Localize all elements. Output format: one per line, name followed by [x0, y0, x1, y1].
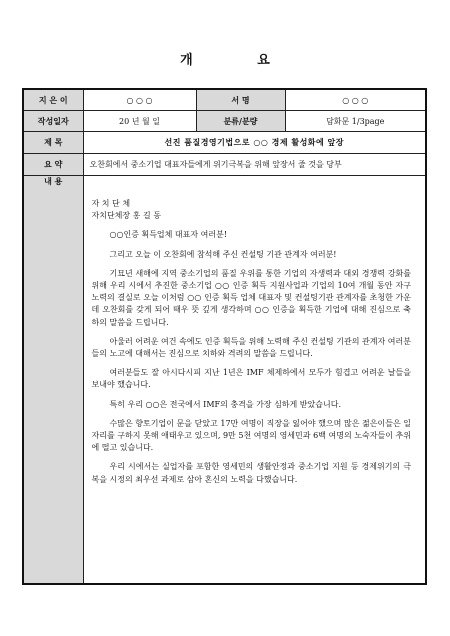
content-paragraph: 수많은 향토기업이 문을 닫았고 17만 여명이 직장을 잃어야 했으며 많은 젊은이들은 일자리를 구하지 못해 애태우고 있으며, 9만 5천 여명의 영세민과 6백 여명의 노숙자들이 추위에 떨고 있습니다. [91, 418, 411, 453]
salutation-head: 자치단체장 홍 길 동 [91, 211, 161, 221]
content-paragraph: 그리고 오늘 이 오찬회에 참석해 주신 컨설팅 기관 관계자 여러분! [109, 249, 337, 259]
content-paragraph: 여러분들도 잘 아시다시피 지난 1년은 IMF 체제하에서 모두가 힘겹고 어려운 날들을 보내야 했습니다. [91, 368, 411, 390]
content-label: 내 용 [23, 176, 83, 585]
content-body [83, 176, 426, 585]
category-value: 담화문 1/3page [285, 111, 426, 132]
salutation-org: 자 치 단 체 [91, 199, 131, 208]
subject-label: 제 목 [23, 132, 83, 154]
date-label: 작성일자 [23, 111, 83, 132]
summary-label: 요 약 [23, 154, 83, 176]
content-paragraph: 특히 우리 ○○은 전국에서 IMF의 충격을 가장 심하게 받았습니다. [109, 399, 341, 409]
content-paragraph: 우리 시에서는 실업자를 포함한 영세민의 생활안정과 중소기업 지원 등 경제위기의 극복을 시정의 최우선 과제로 삼아 혼신의 노력을 다했습니다. [91, 462, 411, 484]
speaker-value: ○ ○ ○ [285, 89, 426, 111]
category-label: 분류/분량 [196, 111, 285, 132]
author-value: ○ ○ ○ [83, 89, 196, 111]
content-paragraph: ○○인증 획득업체 대표자 여러분! [109, 230, 228, 240]
date-value: 20 년 월 일 [83, 111, 196, 132]
speaker-label: 서 명 [196, 89, 285, 111]
summary-table [22, 88, 427, 585]
page-title: 개 요 [180, 53, 300, 68]
subject-value: 선진 품질경영기법으로 ○○ 경제 활성화에 앞장 [83, 132, 426, 154]
content-paragraph: 아울러 어려운 여건 속에도 인증 획득을 위해 노력해 주신 컨설팅 기관의 관계자 여러분들의 노고에 대해서는 진심으로 치하와 격려의 말씀을 드립니다. [91, 336, 411, 359]
author-label: 지 은 이 [23, 89, 83, 111]
summary-value: 오찬회에서 중소기업 대표자들에게 위기극복을 위해 앞장서 줄 것을 당부 [83, 154, 426, 176]
content-paragraph: 기묘년 새해에 지역 중소기업의 품질 우위를 통한 기업의 자생력과 대외 경쟁력 강화를 위해 우리 시에서 추진한 중소기업 ○○ 인증 획득 지원사업과 기업의 10여 개월 동안 자구 노력의 결실로 오늘 이처럼 ○○ 인증 획득 업체 대표자 및 컨설팅기관 관계자를 초청한 가운데 오찬회를 갖게 되어 때우 뜻 깊게 생각하며 ○○ 인증을 획득한 기업에 대해 진심으로 축하의 말씀을 드립니다. [91, 268, 411, 327]
